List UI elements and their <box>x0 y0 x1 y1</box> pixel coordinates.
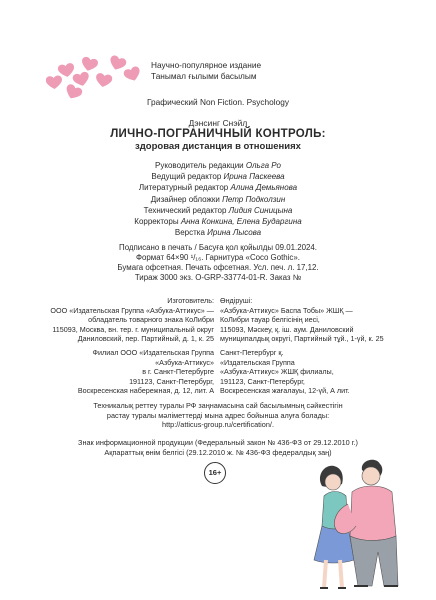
branch-kz <box>220 348 396 396</box>
credit-name: Ольга Ро <box>245 161 281 170</box>
pubinfo-line: Тираж 3000 экз. О-GRP-33774-01-R. Заказ № <box>134 273 302 282</box>
credit-line <box>0 216 436 227</box>
heart-icon <box>80 56 99 73</box>
manufacturer-line: обладатель товарного знака КоЛибри <box>88 315 214 324</box>
heart-icon <box>123 65 143 83</box>
certification-link[interactable]: http://atticus-group.ru/certification/. <box>162 420 274 430</box>
age-rating-badge: 16+ <box>204 462 226 484</box>
manufacturer-line: КоЛибри тауар белгісінің иесі, <box>220 315 320 324</box>
branch-line: в г. Санкт-Петербурге <box>142 367 214 376</box>
credit-name: Ирина Паскеева <box>223 172 285 182</box>
series-name: Графический Non Fiction. Psychology <box>146 97 289 107</box>
credit-role: Дизайнер обложки <box>150 194 220 204</box>
credit-role: Руководитель редакции <box>155 161 244 170</box>
heart-icon <box>57 63 75 79</box>
credits-list <box>0 160 436 238</box>
credit-line <box>0 227 436 238</box>
credit-name: Петр Подколзин <box>222 194 286 204</box>
credit-name: Ирина Лысова <box>207 228 262 238</box>
manufacturer-kz <box>220 296 396 344</box>
manufacturer-ru <box>24 296 214 344</box>
credit-name: Анна Конкина, Елена Бударгина <box>180 217 302 227</box>
manufacturer-line: Өндіруші: <box>220 296 253 305</box>
branch-line: Воскресенская жағалауы, 12-үй, А лит. <box>220 386 350 395</box>
znak-line: Ақпараттық өнім белгісі (29.12.2010 ж. № 436-ФЗ федералдық заң) <box>104 447 332 457</box>
credit-line <box>0 171 436 182</box>
edition-type-ru: Научно-популярное издание <box>151 60 262 70</box>
heart-icon <box>95 73 113 89</box>
pubinfo-line: Бумага офсетная. Печать офсетная. Усл. печ. л. 17,12. <box>117 263 319 272</box>
branch-line: «Издательская Группа <box>220 357 295 367</box>
publication-info <box>0 243 436 283</box>
branch-line: 191123, Санкт-Петербург, <box>220 376 305 386</box>
credit-name: Лидия Синицына <box>228 205 293 215</box>
heart-icon <box>108 54 128 72</box>
credit-line <box>0 182 436 193</box>
manufacturer-line: Изготовитель: <box>167 296 214 305</box>
credit-role: Верстка <box>174 228 205 238</box>
znak-line: Знак информационной продукции (Федеральный закон № 436-ФЗ от 29.12.2010 г.) <box>78 438 358 447</box>
credit-role: Литературный редактор <box>138 183 229 193</box>
branch-line: Филиал ООО «Издательская Группа <box>92 348 214 357</box>
tech-line: Техникалық реттеу туралы РФ заңнамасына сай басылымның сәйкестігін <box>93 401 343 410</box>
pubinfo-line: Подписано в печать / Басуға қол қойылды 09.01.2024. <box>119 243 317 252</box>
manufacturer-line: 115093, Мәскеу, қ. іш. аум. Даниловский <box>220 324 354 334</box>
credit-line <box>0 205 436 216</box>
credit-name: Алина Демьянова <box>230 183 298 193</box>
credit-role: Корректоры <box>134 217 179 227</box>
credit-role: Ведущий редактор <box>151 172 222 182</box>
manufacturer-line: Даниловский, пер. Партийный, д. 1, к. 25 <box>77 334 214 343</box>
hearts-decoration <box>46 50 146 100</box>
branch-line: «Азбука-Аттикус» <box>155 357 214 367</box>
branch-line: 191123, Санкт-Петербург, <box>129 376 214 386</box>
credit-line <box>0 160 436 171</box>
book-title: ЛИЧНО-ПОГРАНИЧНЫЙ КОНТРОЛЬ: <box>110 128 326 140</box>
heart-icon <box>72 71 91 88</box>
tech-line: растау туралы мәліметтерді мына адрес бойынша алуға болады: <box>106 410 330 420</box>
manufacturer-line: ООО «Издательская Группа «Азбука-Аттикус» — <box>50 305 214 315</box>
manufacturer-line: 115093, Москва, вн. тер. г. муниципальный округ <box>52 324 214 334</box>
edition-type-kz: Танымал ғылыми басылым <box>151 71 257 81</box>
branch-line: Воскресенская набережная, д. 12, лит. А <box>77 386 214 395</box>
manufacturer-line: «Азбука-Аттикус» Баспа Тобы» ЖШҚ — <box>220 305 353 315</box>
branch-line: Санкт-Петербург қ. <box>220 348 284 357</box>
manufacturer-line: муниципалдық округі, Партийный тұй., 1-үй, к. 25 <box>220 334 384 343</box>
author-name: Дэнсинг Снэйл <box>188 118 248 128</box>
branch-line: «Азбука-Аттикус» ЖШҚ филиалы, <box>220 367 334 376</box>
credit-role: Технический редактор <box>143 205 227 215</box>
heart-icon <box>46 75 63 89</box>
credit-line <box>0 194 436 205</box>
edition-type <box>151 60 261 82</box>
branch-ru <box>24 348 214 396</box>
pubinfo-line: Формат 64×90 ¹/₁₆. Гарнитура «Coco Gothic». <box>136 253 300 262</box>
tech-regulation-note <box>0 401 436 430</box>
couple-illustration <box>292 452 412 592</box>
book-subtitle: здоровая дистанция в отношениях <box>135 141 301 152</box>
